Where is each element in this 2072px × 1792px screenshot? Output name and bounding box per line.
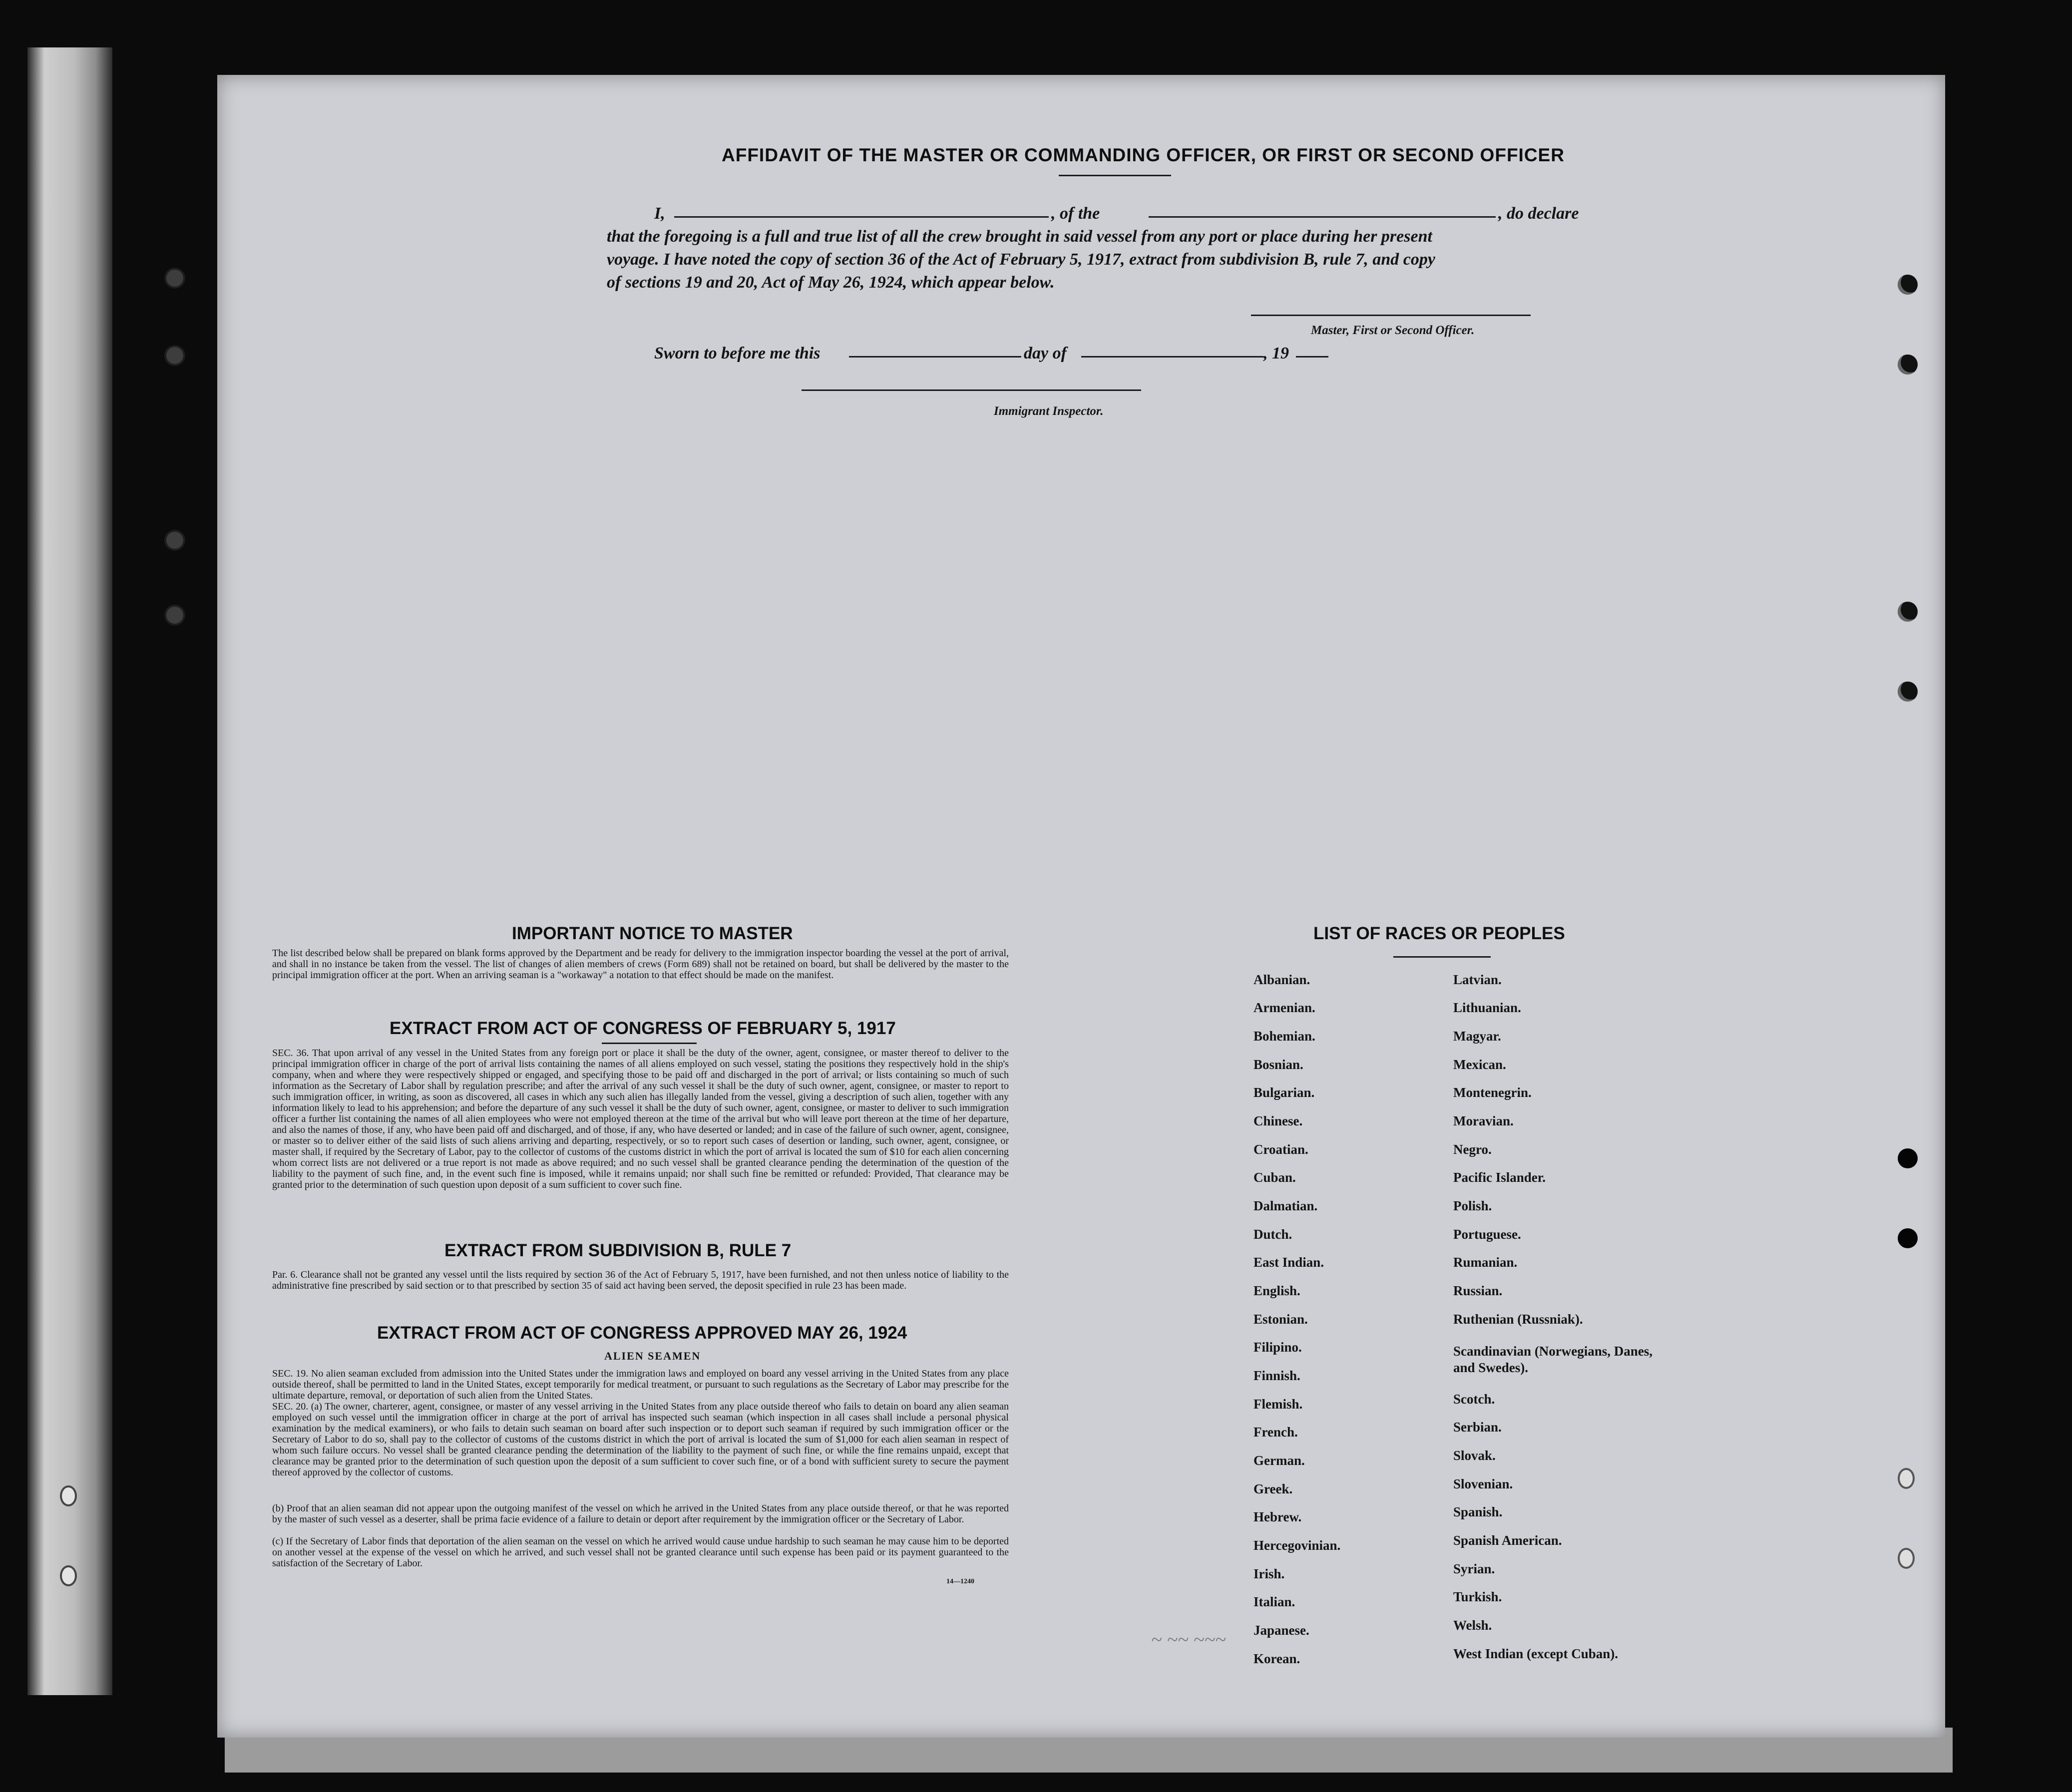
race-item: Chinese. bbox=[1253, 1113, 1303, 1128]
declaration-line: that the foregoing is a full and true list of all the crew brought in said vessel from any port or place during her present bbox=[607, 227, 1432, 246]
race-item: Italian. bbox=[1253, 1594, 1295, 1609]
race-item: Bosnian. bbox=[1253, 1057, 1303, 1072]
race-item: Latvian. bbox=[1453, 972, 1502, 987]
inspector-signature-line bbox=[802, 389, 1141, 391]
race-item: Dalmatian. bbox=[1253, 1198, 1318, 1213]
race-item: Hebrew. bbox=[1253, 1509, 1302, 1524]
sworn-year-blank bbox=[1296, 356, 1328, 358]
extract-1924-title: EXTRACT FROM ACT OF CONGRESS APPROVED MAY 26, 1924 bbox=[377, 1323, 907, 1343]
form-number: 14—1240 bbox=[946, 1578, 974, 1585]
race-item: Bulgarian. bbox=[1253, 1085, 1315, 1100]
notice-title: IMPORTANT NOTICE TO MASTER bbox=[512, 924, 793, 943]
extract-1924-sec20c: (c) If the Secretary of Labor finds that deportation of the alien seaman on the vessel on which he arrived would cause undue hardship to such seaman he may cause him to be deported on another vessel at the expense of the vessel on which he arrived, and such vessel shall not be granted clearance until such expense has been paid or its payment guaranteed to the satisfaction of the Secretary of Labor. bbox=[272, 1536, 1009, 1569]
race-item: Spanish. bbox=[1453, 1504, 1503, 1519]
sworn-label: Sworn to before me this bbox=[654, 344, 821, 362]
punch-hole-icon bbox=[1898, 602, 1918, 622]
race-item: Negro. bbox=[1453, 1142, 1492, 1157]
race-item: Scandinavian (Norwegians, Danes, and Swedes). bbox=[1453, 1344, 1653, 1375]
inspector-label: Immigrant Inspector. bbox=[994, 404, 1104, 418]
race-item: Syrian. bbox=[1453, 1561, 1495, 1576]
extract-1924-sec20b: (b) Proof that an alien seaman did not appear upon the outgoing manifest of the vessel on which he arrived in the United States from any place outside thereof, or that he was reported by the master of such vessel as a deserter, shall be prima facie evidence of a failure to detain or deport after requirement by the immigration officer or the Secretary of Labor. bbox=[272, 1503, 1009, 1525]
race-item: Ruthenian (Russniak). bbox=[1453, 1312, 1583, 1327]
extract-1924-subtitle: ALIEN SEAMEN bbox=[604, 1350, 701, 1362]
race-item: French. bbox=[1253, 1425, 1298, 1439]
affidavit-title: AFFIDAVIT OF THE MASTER OR COMMANDING OFFICER, OR FIRST OR SECOND OFFICER bbox=[722, 145, 1565, 165]
punch-hole-icon bbox=[1898, 1468, 1915, 1489]
punch-hole-icon bbox=[1898, 1548, 1915, 1569]
sworn-day-of: day of bbox=[1024, 344, 1067, 362]
race-item: Moravian. bbox=[1453, 1113, 1514, 1128]
race-item: Scotch. bbox=[1453, 1392, 1495, 1407]
sworn-month-blank bbox=[1081, 356, 1263, 358]
declaration-of-the: , of the bbox=[1051, 204, 1100, 223]
race-item: Irish. bbox=[1253, 1566, 1285, 1581]
extract-rule7-title: EXTRACT FROM SUBDIVISION B, RULE 7 bbox=[444, 1241, 792, 1260]
divider bbox=[1393, 956, 1491, 958]
race-item: Hercegovinian. bbox=[1253, 1538, 1341, 1553]
race-item: Pacific Islander. bbox=[1453, 1170, 1546, 1185]
race-item: Greek. bbox=[1253, 1481, 1293, 1496]
extract-rule7-body: Par. 6. Clearance shall not be granted any vessel until the lists required by section 36 of the Act of February 5, 1917, have been furnished, and not then unless notice of liability to the administrative fine prescribed by said section or to that prescribed by section 35 of said act having been served, the deposit specified in rule 23 has been made. bbox=[272, 1269, 1009, 1291]
binder-post-icon bbox=[166, 347, 183, 364]
race-item: Turkish. bbox=[1453, 1589, 1502, 1604]
race-item: Estonian. bbox=[1253, 1312, 1308, 1327]
race-item: Japanese. bbox=[1253, 1623, 1309, 1638]
signature-line bbox=[1251, 315, 1531, 316]
notice-body: The list described below shall be prepared on blank forms approved by the Department and be ready for delivery to the immigration inspector boarding the vessel at the port of arrival, and shall in no instance be taken from the vessel. The list of changes of alien members of crews (Form 689) shall not be retained on board, but shall be delivered by the master to the principal immigration officer at the port. When an arriving seaman is a "workaway" a notation to that effect should be made on the manifest. bbox=[272, 948, 1009, 981]
race-item: English. bbox=[1253, 1283, 1300, 1298]
race-item: Magyar. bbox=[1453, 1029, 1501, 1044]
race-item: East Indian. bbox=[1253, 1255, 1324, 1270]
race-item: Korean. bbox=[1253, 1651, 1300, 1666]
race-item: Mexican. bbox=[1453, 1057, 1506, 1072]
race-item: Finnish. bbox=[1253, 1368, 1300, 1383]
punch-hole-icon bbox=[1898, 1148, 1918, 1168]
vessel-blank-line bbox=[1149, 216, 1496, 218]
race-item: West Indian (except Cuban). bbox=[1453, 1646, 1619, 1661]
race-item: Serbian. bbox=[1453, 1420, 1502, 1434]
declaration-line: of sections 19 and 20, Act of May 26, 1924, which appear below. bbox=[607, 273, 1055, 292]
punch-hole-icon bbox=[1898, 682, 1918, 702]
race-item: Filipino. bbox=[1253, 1340, 1302, 1355]
race-item: Slovak. bbox=[1453, 1448, 1496, 1463]
extract-1924-sec20a: SEC. 20. (a) The owner, charterer, agent, consignee, or master of any vessel arriving in the United States from any place outside thereof who fails to detain on board any alien seaman employed on such vessel until the immigration officer in charge at the port of arrival has inspected such seaman (which inspection in all cases shall include a personal physical examination by the medical examiners), or who fails to detain such seaman on board after such inspection or to deport such seaman if required by such immigration officer or the Secretary of Labor to do so, shall pay to the collector of customs of the customs district in which the port of arrival is located the sum of $1,000 for each alien seaman in respect of whom such failure occurs. No vessel shall be granted clearance pending the determination of the liability to the payment of such fine, or while the fine remains unpaid, except that clearance may be granted prior to the determination of such question upon the deposit of a sum sufficient to cover such fine, or of a bond with sufficient surety to secure the payment thereof approved by the collector of customs. bbox=[272, 1401, 1009, 1478]
race-item: Polish. bbox=[1453, 1198, 1492, 1213]
races-title: LIST OF RACES OR PEOPLES bbox=[1313, 924, 1565, 943]
binder-post-icon bbox=[166, 270, 183, 287]
extract-1917-body: SEC. 36. That upon arrival of any vessel in the United States from any foreign port or place it shall be the duty of the owner, agent, consignee, or master thereof to deliver to the principal immigration officer in charge of the port of arrival lists containing the names of all aliens employed on such vessel, stating the positions they respectively hold in the ship's company, when and where they were respectively shipped or engaged, and specifying those to be paid off and discharged in the port of arrival; or lists containing so much of such information as the Secretary of Labor shall by regulation prescribe; and after the arrival of any such vessel it shall be the duty of such owner, agent, consignee, or master to report to such immigration officer, in writing, as soon as discovered, all cases in which any such alien has illegally landed from the vessel, giving a description of such alien, together with any information likely to lead to his apprehension; and before the departure of any such vessel it shall be the duty of such owner, agent, consignee, or master to deliver to such immigration officer a further list containing the names of all alien employees who were not employed thereon at the time of the arrival but who will leave port thereon at the time of her departure, and also the names of those, if any, who have been paid off and discharged, and of those, if any, who have deserted or landed; and in case of the failure of such owner, agent, consignee, or master so to deliver either of the said lists of such aliens arriving and departing, respectively, or so to report such cases of desertion or landing, such owner, agent, consignee, or master shall, if required by the Secretary of Labor, pay to the collector of customs of the customs district in which the port of arrival is located the sum of $10 for each alien concerning whom correct lists are not delivered or a true report is not made as above required; and no such vessel shall be granted clearance pending the determination of the question of the liability to the payment of such fine, and, in the event such fine is imposed, while it remains unpaid; nor shall such fine be remitted or refunded: Provided, That clearance may be granted prior to the determination of such question upon deposit of a sum sufficient to cover such fine. bbox=[272, 1048, 1009, 1190]
name-blank-line bbox=[674, 216, 1049, 218]
race-item: Bohemian. bbox=[1253, 1029, 1315, 1044]
race-item: Croatian. bbox=[1253, 1142, 1308, 1157]
binder-post-icon bbox=[166, 607, 183, 624]
race-item: Flemish. bbox=[1253, 1397, 1303, 1412]
divider bbox=[1059, 175, 1171, 176]
punch-hole-icon bbox=[1898, 1228, 1918, 1248]
manifest-page bbox=[217, 75, 1945, 1738]
declaration-line: voyage. I have noted the copy of section 36 of the Act of February 5, 1917, extract from subdivision B, rule 7, and copy bbox=[607, 250, 1435, 269]
sworn-day-blank bbox=[849, 356, 1021, 358]
punch-hole-icon bbox=[1898, 275, 1918, 295]
punch-hole-icon bbox=[60, 1565, 77, 1586]
race-item: Rumanian. bbox=[1453, 1255, 1518, 1270]
master-label: Master, First or Second Officer. bbox=[1311, 324, 1475, 337]
race-item: Russian. bbox=[1453, 1283, 1503, 1298]
race-item: German. bbox=[1253, 1453, 1305, 1468]
punch-hole-icon bbox=[1898, 355, 1918, 374]
race-item: Armenian. bbox=[1253, 1000, 1315, 1015]
race-item: Lithuanian. bbox=[1453, 1000, 1521, 1015]
extract-1924-sec19: SEC. 19. No alien seaman excluded from admission into the United States under the immigration laws and employed on board any vessel arriving in the United States from any place outside thereof, shall be permitted to land in the United States, except temporarily for medical treatment, or pursuant to such regulations as the Secretary of Labor may prescribe for the ultimate departure, removal, or deportation of such alien from the United States. bbox=[272, 1368, 1009, 1401]
race-item: Albanian. bbox=[1253, 972, 1310, 987]
extract-1917-title: EXTRACT FROM ACT OF CONGRESS OF FEBRUARY 5, 1917 bbox=[390, 1019, 896, 1038]
race-item: Montenegrin. bbox=[1453, 1085, 1532, 1100]
race-item: Slovenian. bbox=[1453, 1476, 1513, 1491]
punch-hole-icon bbox=[60, 1485, 77, 1506]
declaration-do-declare: , do declare bbox=[1498, 204, 1579, 223]
race-item: Spanish American. bbox=[1453, 1533, 1562, 1548]
declaration-i: I, bbox=[654, 204, 665, 223]
race-item: Welsh. bbox=[1453, 1618, 1492, 1633]
sworn-year: , 19 bbox=[1263, 344, 1289, 362]
race-item: Cuban. bbox=[1253, 1170, 1296, 1185]
race-item: Portuguese. bbox=[1453, 1227, 1521, 1242]
binder-post-icon bbox=[166, 532, 183, 549]
adjacent-page-edge bbox=[27, 47, 112, 1695]
handwritten-mark: ~ ~~ ~~~ bbox=[1151, 1628, 1226, 1651]
divider bbox=[602, 1043, 697, 1044]
race-item: Dutch. bbox=[1253, 1227, 1292, 1242]
